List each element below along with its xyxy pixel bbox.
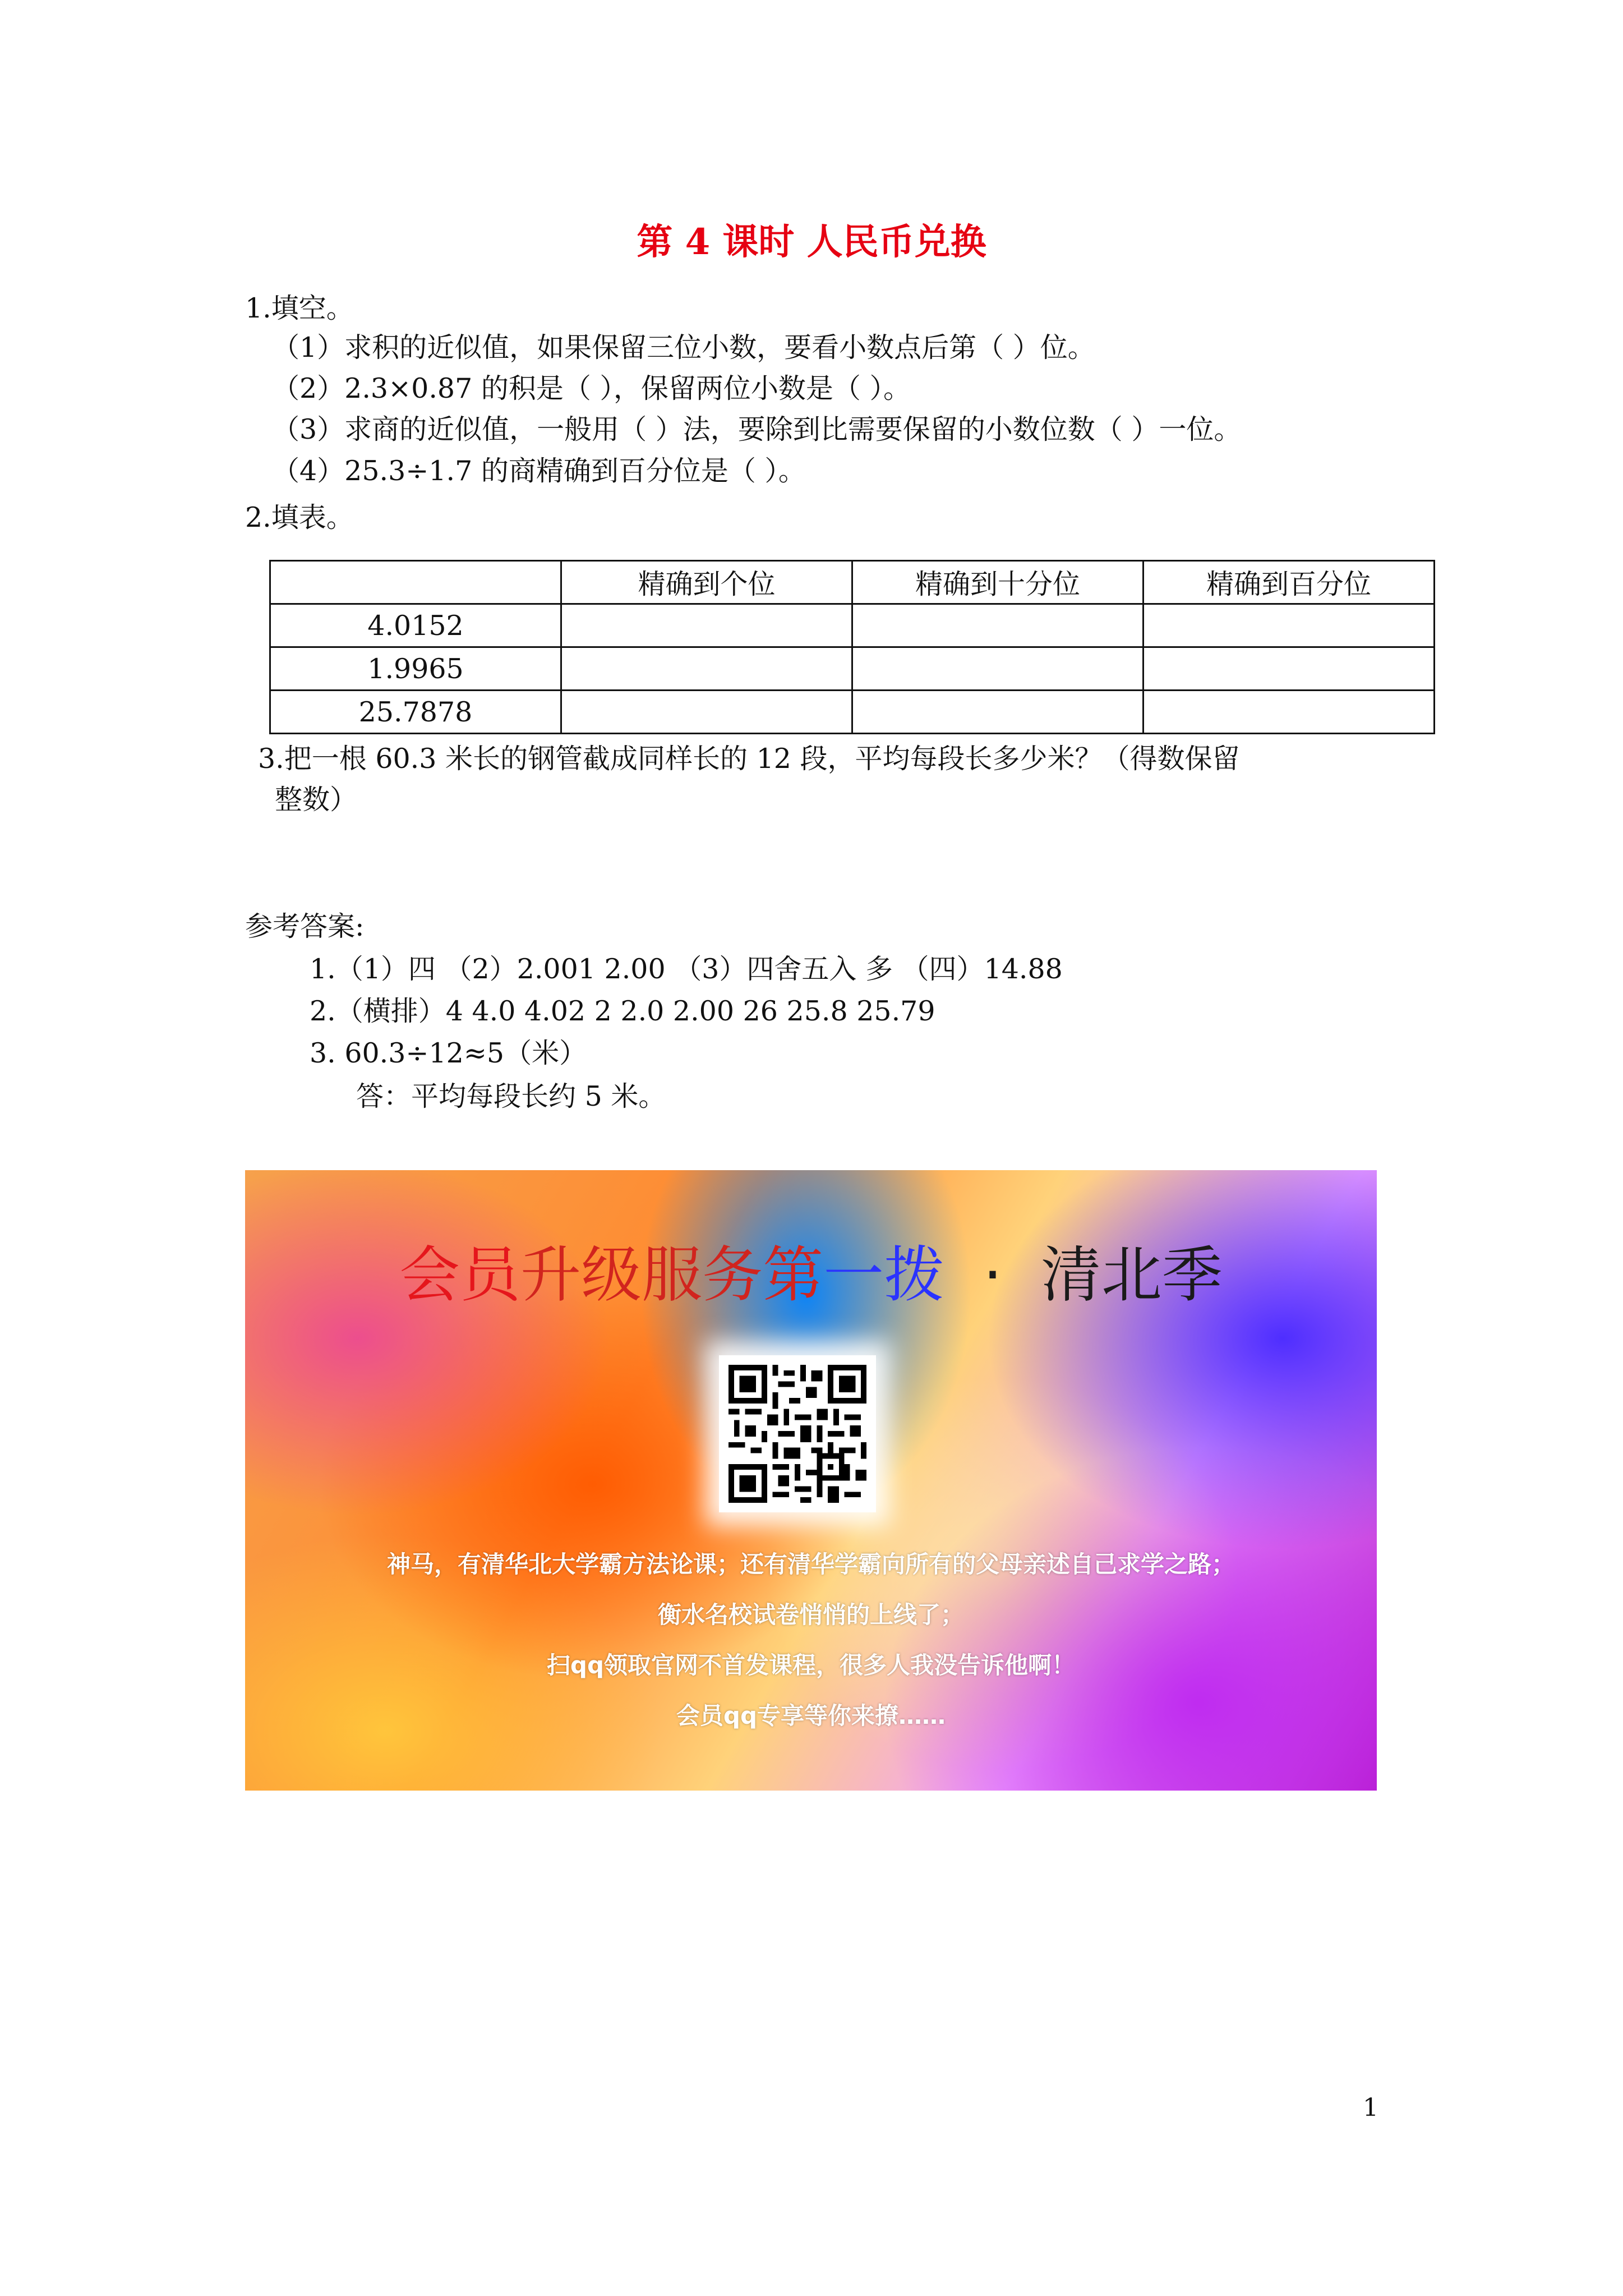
banner-title-part: 一拨 [823, 1240, 945, 1310]
q2-heading: 2.填表。 [245, 501, 354, 533]
q3-line-2: 整数） [275, 784, 358, 816]
table-cell: 4.0152 [270, 604, 561, 647]
page-number: 1 [1363, 2093, 1378, 2122]
banner-line-3: 扫qq领取官网不首发课程，很多人我没告诉他啊！ [546, 1651, 1076, 1679]
q1-item-4: （4）25.3÷1.7 的商精确到百分位是（ ）。 [272, 455, 806, 487]
q1-item-1: （1）求积的近似值，如果保留三位小数，要看小数点后第（ ）位。 [272, 332, 1095, 364]
table-header-cell: 精确到十分位 [852, 561, 1144, 604]
table-cell: 1.9965 [270, 647, 561, 691]
table-cell [561, 647, 852, 691]
table-row [270, 691, 1435, 734]
banner-line-2: 衡水名校试卷悄悄的上线了； [657, 1601, 964, 1628]
table-cell [1144, 691, 1435, 734]
table-cell [561, 604, 852, 647]
table-header-row [270, 561, 1435, 604]
answers-heading: 参考答案: [245, 910, 365, 942]
q3-line-1: 3.把一根 60.3 米长的钢管截成同样长的 12 段，平均每段长多少米？（得数保留 [258, 743, 1240, 775]
table-header-cell: 精确到百分位 [1144, 561, 1435, 604]
answer-line-3: 3. 60.3÷12≈5（米） [310, 1037, 587, 1069]
table-header-cell [270, 561, 561, 604]
table-cell: 25.7878 [270, 691, 561, 734]
table-cell [852, 647, 1144, 691]
rounding-table [269, 560, 1435, 734]
banner-title-separator: · [944, 1240, 1041, 1310]
banner-title-part: 会员 [399, 1240, 521, 1310]
table-cell [561, 691, 852, 734]
banner-line-1: 神马，有清华北大学霸方法论课；还有清华学霸向所有的父母亲述自己求学之路； [386, 1550, 1235, 1578]
answer-line-4: 答：平均每段长约 5 米。 [356, 1080, 666, 1112]
q1-heading: 1.填空。 [245, 292, 354, 324]
q1-item-3: （3）求商的近似值，一般用（ ）法，要除到比需要保留的小数位数（ ）一位。 [272, 413, 1242, 445]
banner-line-4: 会员qq专享等你来撩…… [676, 1702, 946, 1729]
table-row [270, 647, 1435, 691]
answer-line-2: 2.（横排）4 4.0 4.02 2 2.0 2.00 26 25.8 25.79 [310, 995, 935, 1027]
table-cell [852, 604, 1144, 647]
table-cell [852, 691, 1144, 734]
banner-title-part: 清北季 [1040, 1240, 1223, 1310]
promo-banner [245, 1170, 1377, 1791]
table-row [270, 604, 1435, 647]
table-cell [1144, 604, 1435, 647]
banner-title-part: 升级服务第 [520, 1240, 824, 1310]
table-header-cell: 精确到个位 [561, 561, 852, 604]
table-cell [1144, 647, 1435, 691]
q1-item-2: （2）2.3×0.87 的积是（ ），保留两位小数是（ ）。 [272, 372, 911, 404]
qr-code-icon [728, 1365, 866, 1503]
banner-title [245, 1226, 1377, 1313]
page-title: 第 4 课时 人民币兑换 [637, 221, 986, 263]
answer-line-1: 1.（1）四 （2）2.001 2.00 （3）四舍五入 多 （四）14.88 [310, 953, 1063, 985]
